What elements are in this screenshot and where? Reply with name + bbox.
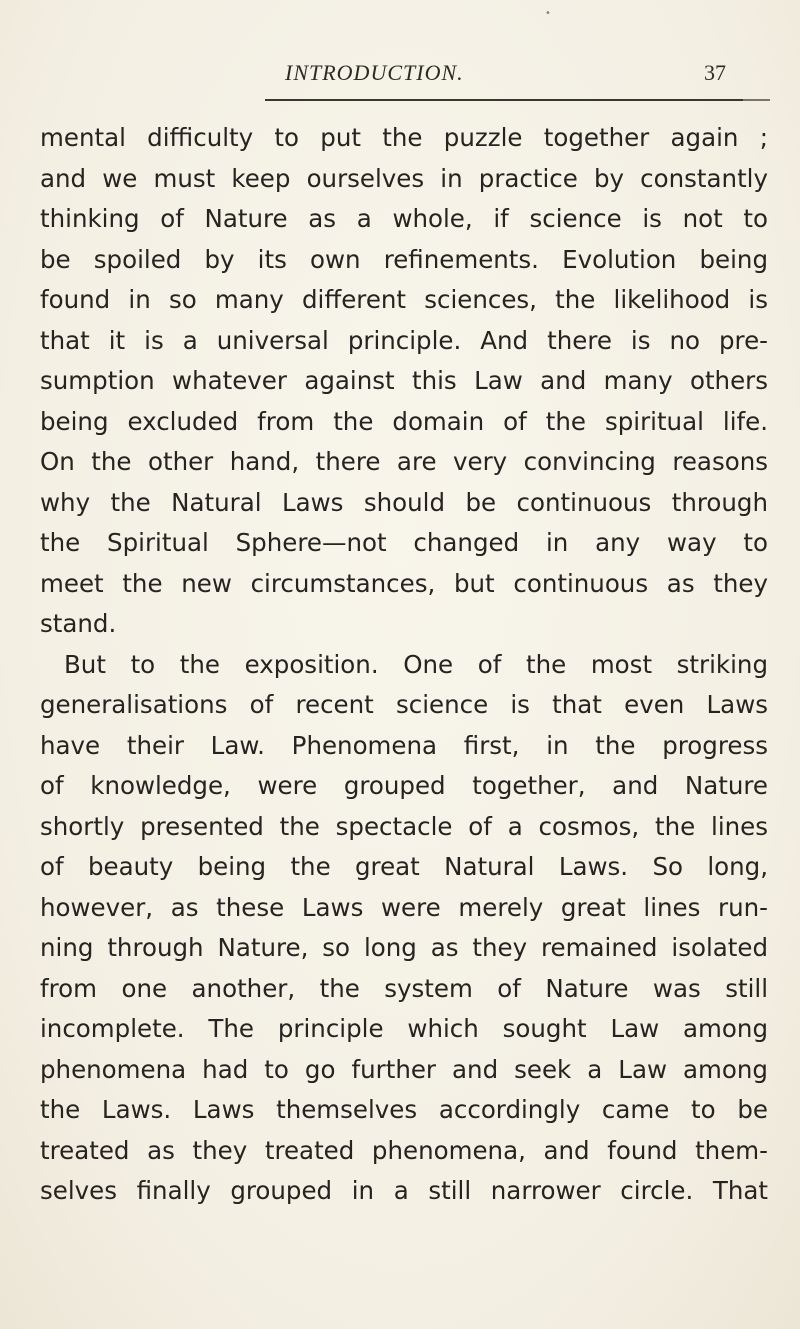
text-line: ning through Nature, so long as they remained isolated xyxy=(40,933,768,962)
running-head: INTRODUCTION. xyxy=(285,60,464,85)
header-rule xyxy=(265,99,743,101)
text-line: found in so many different sciences, the likelihood is xyxy=(40,285,768,314)
text-line: of knowledge, were grouped together, and Nature xyxy=(40,771,768,800)
text-line: have their Law. Phenomena first, in the progress xyxy=(40,730,768,760)
text-line: stand. xyxy=(40,609,117,638)
text-line: why the Natural Laws should be continuous through xyxy=(40,487,768,517)
text-line: the Spiritual Sphere—not changed in any way to xyxy=(40,528,768,557)
text-line: of beauty being the great Natural Laws. So long, xyxy=(40,852,768,881)
body-text xyxy=(40,118,768,1212)
text-line: being excluded from the domain of the spiritual life. xyxy=(40,406,768,436)
text-line: and we must keep ourselves in practice by constantly xyxy=(40,163,768,193)
text-line: generalisations of recent science is that even Laws xyxy=(40,690,768,719)
text-line: meet the new circumstances, but continuous as they xyxy=(40,568,768,598)
text-line: sumption whatever against this Law and many others xyxy=(40,366,768,395)
header-rule-end xyxy=(743,99,770,101)
text-line: that it is a universal principle. And there is no pre- xyxy=(40,325,768,355)
printer-mark: • xyxy=(545,8,551,19)
text-line: thinking of Nature as a whole, if science is not to xyxy=(40,204,768,233)
text-line: from one another, the system of Nature was still xyxy=(40,973,768,1003)
text-line-paragraph-start: But to the exposition. One of the most striking xyxy=(64,649,768,679)
text-line: however, as these Laws were merely great lines run- xyxy=(40,892,768,922)
text-line: selves finally grouped in a still narrower circle. That xyxy=(40,1176,768,1205)
text-line: the Laws. Laws themselves accordingly came to be xyxy=(40,1095,768,1124)
text-line: phenomena had to go further and seek a Law among xyxy=(40,1054,768,1084)
text-line: mental difficulty to put the puzzle together again ; xyxy=(40,123,768,152)
text-line: treated as they treated phenomena, and found them- xyxy=(40,1135,768,1165)
text-line: shortly presented the spectacle of a cosmos, the lines xyxy=(40,811,768,841)
page-number: 37 xyxy=(704,60,726,85)
text-line: incomplete. The principle which sought Law among xyxy=(40,1014,768,1043)
text-line: be spoiled by its own refinements. Evolution being xyxy=(40,244,768,274)
text-line: On the other hand, there are very convincing reasons xyxy=(40,447,768,476)
